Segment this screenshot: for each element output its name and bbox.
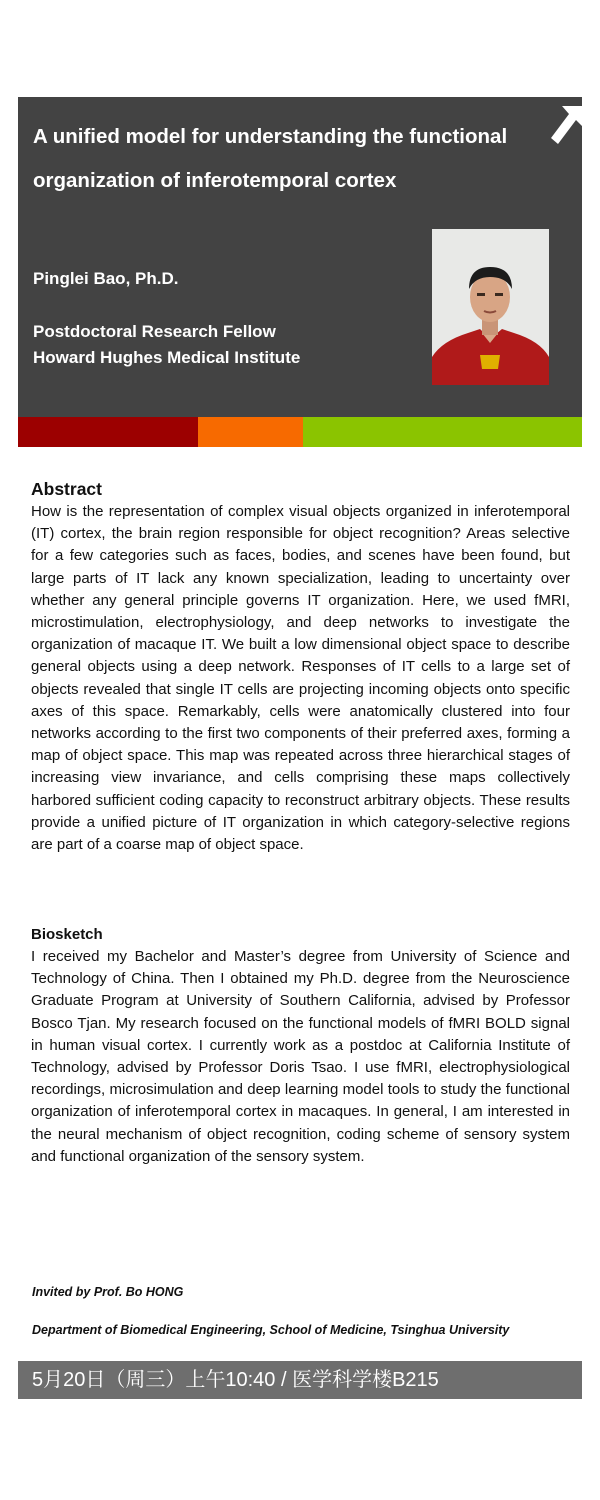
- talk-title: A unified model for understanding the functional organization of inferotemporal cortex: [33, 125, 508, 192]
- biosketch-heading: Biosketch: [31, 926, 103, 943]
- accent-color-bar: [18, 417, 582, 447]
- speaker-portrait-image: [432, 229, 549, 385]
- accent-segment-red: [18, 417, 198, 447]
- speaker-institution: Howard Hughes Medical Institute: [33, 348, 301, 367]
- biosketch-text: I received my Bachelor and Master’s degree from University of Science and Technology of China. Then I obtained my Ph.D. degree from the Neuroscience Graduate Program at University of Southern California, advised by Professor Bosco Tjan. My research focused on the functional models of fMRI BOLD signal in human visual cortex. I currently work as a postdoc at California Institute of Technology, advised by Professor Doris Tsao. I use fMRI, electrophysiological recordings, microsimulation and deep learning model tools to study the functional organization of inferotemporal cortex in macaques. In general, I am interested in the neural mechanism of object recognition, coding scheme of sensory system and functional organization of the sensory system.: [31, 948, 570, 1165]
- speaker-photo: [432, 229, 549, 385]
- speaker-affiliation: [33, 319, 300, 371]
- abstract-heading: Abstract: [31, 479, 102, 499]
- invited-by: Invited by Prof. Bo HONG: [32, 1285, 184, 1299]
- speaker-name: Pinglei Bao, Ph.D.: [33, 269, 179, 288]
- accent-segment-green: [303, 417, 582, 447]
- header-panel: [18, 97, 582, 417]
- arrow-icon: [548, 97, 582, 147]
- accent-segment-orange: [198, 417, 303, 447]
- speaker-position: Postdoctoral Research Fellow: [33, 322, 276, 341]
- host-department: Department of Biomedical Engineering, School of Medicine, Tsinghua University: [32, 1323, 510, 1337]
- abstract-text: How is the representation of complex visual objects organized in inferotemporal (IT) cortex, the brain region responsible for object recognition? Areas selective for a few categories such as faces, bodies, and scenes have been found, but large parts of IT lack any known specialization, leading to uncertainty over whether any general principle governs IT organization. Here, we used fMRI, microstimulation, electrophysiology, and deep networks to investigate the organization of macaque IT. We built a low dimensional object space to describe general objects using a deep network. Responses of IT cells to a large set of objects revealed that single IT cells are projecting incoming objects onto specific axes of this space. Remarkably, cells were anatomically clustered into four networks according to the first two components of their preferred axes, forming a map of object space. This map was repeated across three hierarchical stages of increasing view invariance, and cells comprising these maps collectively harbored sufficient coding capacity to reconstruct arbitrary objects. These results provide a unified picture of IT organization in which category-selective regions are part of a coarse map of object space.: [31, 503, 570, 854]
- schedule-bar: 5月20日（周三）上午10:40 / 医学科学楼B215: [18, 1361, 582, 1399]
